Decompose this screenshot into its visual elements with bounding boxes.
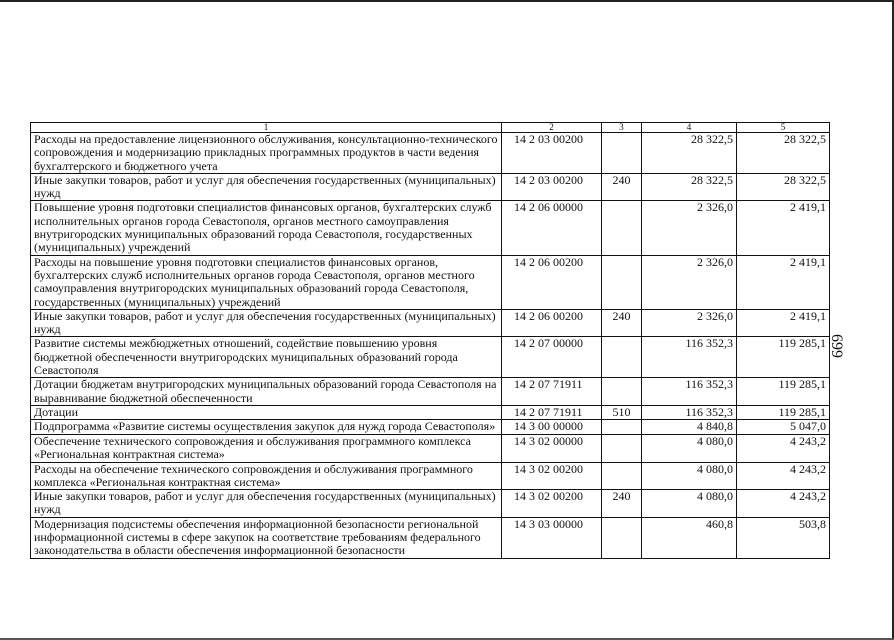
row-sum-2019-cell: 116 352,3 [642, 337, 737, 378]
row-name-cell: Дотации бюджетам внутригородских муниципальных образований города Севастополя на выравнивание бюджетной обеспеченности [31, 378, 502, 406]
column-number: 2 [502, 123, 602, 133]
row-name-cell: Дотации [31, 405, 502, 420]
row-name-cell: Иные закупки товаров, работ и услуг для обеспечения государственных (муниципальных) нужд [31, 173, 502, 201]
table-row [31, 173, 830, 201]
table-row [31, 378, 830, 406]
row-kvr-cell [602, 462, 642, 490]
row-sum-2019-cell: 116 352,3 [642, 405, 737, 420]
row-name-cell: Расходы на предоставление лицензионного обслуживания, консультационно-технического сопровождения и модернизацию прикладных программных продуктов в части ведения бухгалтерского и бюджетного учета [31, 133, 502, 174]
row-sum-2019-cell: 2 326,0 [642, 255, 737, 309]
row-sum-2020-cell: 2 419,1 [737, 255, 830, 309]
row-kvr-cell: 240 [602, 309, 642, 337]
row-name-cell: Обеспечение технического сопровождения и обслуживания программного комплекса «Региональная контрактная система» [31, 434, 502, 462]
row-sum-2020-cell: 119 285,1 [737, 378, 830, 406]
row-code-cell: 14 2 06 00200 [502, 255, 602, 309]
row-sum-2019-cell: 116 352,3 [642, 378, 737, 406]
row-code-cell: 14 3 03 00000 [502, 517, 602, 558]
table-row [31, 434, 830, 462]
table-body [31, 133, 830, 559]
scan-edge-top [0, 0, 894, 2]
row-kvr-cell [602, 420, 642, 435]
column-number: 5 [737, 123, 830, 133]
row-sum-2020-cell: 28 322,5 [737, 133, 830, 174]
table-row [31, 255, 830, 309]
row-sum-2019-cell: 4 840,8 [642, 420, 737, 435]
row-sum-2019-cell: 2 326,0 [642, 309, 737, 337]
row-sum-2020-cell: 503,8 [737, 517, 830, 558]
row-sum-2019-cell: 4 080,0 [642, 462, 737, 490]
row-kvr-cell [602, 517, 642, 558]
table-row [31, 517, 830, 558]
row-sum-2019-cell: 28 322,5 [642, 133, 737, 174]
row-sum-2019-cell: 28 322,5 [642, 173, 737, 201]
row-sum-2020-cell: 28 322,5 [737, 173, 830, 201]
row-sum-2020-cell: 2 419,1 [737, 309, 830, 337]
table-row [31, 420, 830, 435]
row-kvr-cell [602, 255, 642, 309]
row-name-cell: Иные закупки товаров, работ и услуг для обеспечения государственных (муниципальных) нужд [31, 309, 502, 337]
budget-table [30, 122, 830, 559]
column-number: 4 [642, 123, 737, 133]
row-name-cell: Иные закупки товаров, работ и услуг для обеспечения государственных (муниципальных) нужд [31, 490, 502, 518]
row-name-cell: Модернизация подсистемы обеспечения информационной безопасности региональной информационной системы в сфере закупок на соответствие требованиям федерального законодательства в области обеспечения информационной безопасности [31, 517, 502, 558]
row-sum-2019-cell: 2 326,0 [642, 201, 737, 255]
row-sum-2019-cell: 4 080,0 [642, 490, 737, 518]
row-kvr-cell [602, 337, 642, 378]
column-number-row [31, 123, 830, 133]
table-row [31, 490, 830, 518]
row-code-cell: 14 3 02 00000 [502, 434, 602, 462]
row-kvr-cell [602, 434, 642, 462]
row-sum-2020-cell: 4 243,2 [737, 490, 830, 518]
row-name-cell: Повышение уровня подготовки специалистов финансовых органов, бухгалтерских служб исполнительных органов города Севастополя, органов местного самоуправления внутригородских муниципальных образований города Севастополя, государственных (муниципальных) учреждений [31, 201, 502, 255]
row-name-cell: Подпрограмма «Развитие системы осуществления закупок для нужд города Севастополя» [31, 420, 502, 435]
row-kvr-cell [602, 378, 642, 406]
row-sum-2020-cell: 4 243,2 [737, 462, 830, 490]
row-kvr-cell [602, 133, 642, 174]
row-sum-2019-cell: 4 080,0 [642, 434, 737, 462]
row-name-cell: Расходы на обеспечение технического сопровождения и обслуживания программного комплекса «Региональная контрактная система» [31, 462, 502, 490]
page-number: 699 [828, 334, 845, 358]
row-code-cell: 14 2 06 00000 [502, 201, 602, 255]
row-code-cell: 14 3 00 00000 [502, 420, 602, 435]
row-name-cell: Расходы на повышение уровня подготовки специалистов финансовых органов, бухгалтерских служб исполнительных органов города Севастополя, органов местного самоуправления внутригородских муниципальных образований города Севастополя, государственных (муниципальных) учреждений [31, 255, 502, 309]
table-row [31, 201, 830, 255]
table-row [31, 309, 830, 337]
column-number: 1 [31, 123, 502, 133]
row-sum-2020-cell: 4 243,2 [737, 434, 830, 462]
row-kvr-cell [602, 201, 642, 255]
row-code-cell: 14 3 02 00200 [502, 462, 602, 490]
row-kvr-cell: 240 [602, 490, 642, 518]
row-code-cell: 14 3 02 00200 [502, 490, 602, 518]
table-row [31, 337, 830, 378]
row-sum-2020-cell: 119 285,1 [737, 337, 830, 378]
row-kvr-cell: 510 [602, 405, 642, 420]
row-code-cell: 14 2 06 00200 [502, 309, 602, 337]
row-code-cell: 14 2 03 00200 [502, 173, 602, 201]
row-code-cell: 14 2 07 71911 [502, 378, 602, 406]
table-row [31, 133, 830, 174]
row-name-cell: Развитие системы межбюджетных отношений, содействие повышению уровня бюджетной обеспеченности внутригородских муниципальных образований города Севастополя [31, 337, 502, 378]
table-row [31, 405, 830, 420]
row-sum-2019-cell: 460,8 [642, 517, 737, 558]
row-code-cell: 14 2 07 71911 [502, 405, 602, 420]
row-sum-2020-cell: 5 047,0 [737, 420, 830, 435]
row-sum-2020-cell: 119 285,1 [737, 405, 830, 420]
table-row [31, 462, 830, 490]
column-number: 3 [602, 123, 642, 133]
row-code-cell: 14 2 03 00200 [502, 133, 602, 174]
row-sum-2020-cell: 2 419,1 [737, 201, 830, 255]
row-code-cell: 14 2 07 00000 [502, 337, 602, 378]
row-kvr-cell: 240 [602, 173, 642, 201]
